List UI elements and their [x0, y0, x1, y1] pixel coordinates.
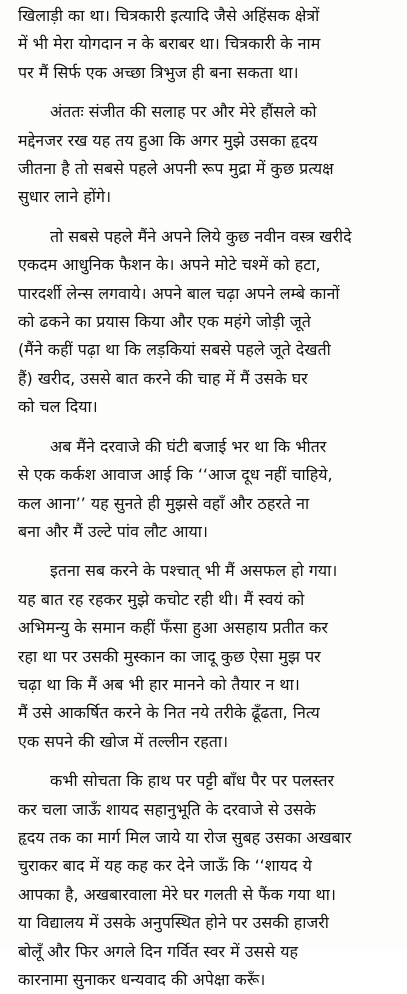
text-line: सुधार लाने होंगे।: [18, 187, 112, 207]
paragraph: [18, 98, 401, 212]
text-line: तो सबसे पहले मैंने अपने लिये कुछ नवीन वस्त्र खरीदे: [50, 226, 352, 246]
text-line: से एक कर्कश आवाज आई कि ‘‘आज दूध नहीं चाहिये,: [18, 465, 333, 485]
text-line: बोलूँ और फिर अगले दिन गर्वित स्वर में उससे यह: [18, 941, 299, 961]
text-line: या विद्यालय में उसके अनुपस्थित होने पर उसकी हाजरी: [18, 913, 329, 933]
text-line: खिलाड़ी का था। चित्रकारी इत्यादि जैसे अहिंसक क्षेत्रों: [18, 6, 320, 25]
paragraph: [18, 433, 401, 547]
text-line: चढ़ा था कि मैं अब भी हार मानने को तैयार न था।: [18, 674, 300, 694]
text-line: हैं) खरीद, उससे बात करने की चाह में मैं उसके घर: [18, 368, 308, 388]
text-line: को चल दिया।: [18, 397, 98, 417]
text-line: आपका है, अखबारवाला मेरे घर गलती से फैंक गया था।: [18, 884, 336, 904]
text-line: पारदर्शी लेन्स लगवाये। अपने बाल चढ़ा अपने लम्बे कानों: [18, 283, 340, 303]
text-line: (मैंने कहीं पढ़ा था कि लड़कियां सबसे पहले जूते देखती: [18, 340, 331, 360]
text-line: हृदय तक का मार्ग मिल जाये या रोज सुबह उसका अखबार: [18, 827, 352, 847]
text-line: अभिमन्यु के समान कहीं फँसा हुआ असहाय प्रतीत कर: [18, 618, 328, 638]
text-line: बना और मैं उल्टे पांव लौट आया।: [18, 521, 208, 541]
text-line: अब मैंने दरवाजे की घंटी बजाई भर था कि भीतर: [50, 436, 327, 456]
text-line: यह बात रह रहकर मुझे कचोट रही थी। मैं स्वयं को: [18, 589, 305, 609]
paragraph: [18, 223, 401, 422]
text-line: एकदम आधुनिक फैशन के। अपने मोटे चश्में को हटा,: [18, 255, 321, 275]
text-line: जीतना है तो सबसे पहले अपनी रूप मुद्रा में कुछ प्रत्यक्ष: [18, 159, 334, 179]
text-line: रहा था पर उसकी मुस्कान का जादू कुछ ऐसा मुझ पर: [18, 646, 321, 666]
text-line: कारनामा सुनाकर धन्यवाद की अपेक्षा करूँ।: [18, 970, 266, 989]
text-line: में भी मेरा योगदान न के बराबर था। चित्रकारी के नाम: [18, 34, 321, 54]
text-line: एक सपने की खोज में तल्लीन रहता।: [18, 731, 229, 751]
text-line: कर चला जाऊँ शायद सहानुभूति के दरवाजे से उसके: [18, 799, 316, 819]
text-line: कल आना’’ यह सुनते ही मुझसे वहाँ और ठहरते ना: [18, 493, 310, 513]
paragraph: [18, 557, 401, 756]
text-line: इतना सब करने के पश्चात् भी मैं असफल हो गया।: [50, 561, 338, 581]
text-line: चुराकर बाद में यह कह कर देने जाऊँ कि ‘‘शायद ये: [18, 856, 312, 876]
paragraph: [18, 767, 401, 994]
text-line: कभी सोचता कि हाथ पर पट्टी बाँध पैर पर पलस्तर: [50, 771, 335, 791]
text-line: पर मैं सिर्फ एक अच्छा त्रिभुज ही बना सकता था।: [18, 62, 299, 82]
paragraph: [18, 2, 401, 87]
text-line: मैं उसे आकर्षित करने के नित नये तरीके ढूँढता, नित्य: [18, 703, 320, 723]
text-line: अंततः संजीत की सलाह पर और मेरे हौंसले को: [50, 102, 317, 122]
text-line: को ढकने का प्रयास किया और एक महंगे जोड़ी जूते: [18, 312, 311, 332]
text-line: मद्देनजर रख यह तय हुआ कि अगर मुझे उसका हृदय: [18, 130, 318, 150]
